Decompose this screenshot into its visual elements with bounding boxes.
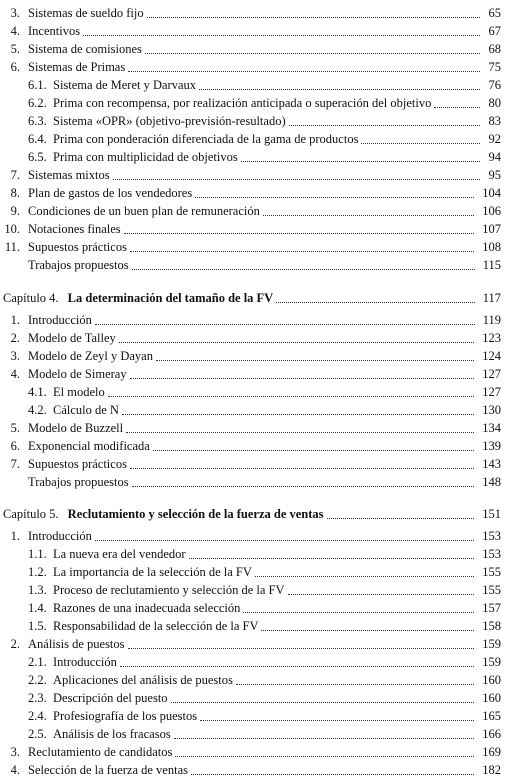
toc-entry-number: 2. (10, 331, 20, 345)
toc-entry-title: Prima con ponderación diferenciada de la gama de productos (53, 132, 359, 146)
dot-leader (145, 53, 481, 54)
toc-entry-title: Sistemas de Primas (28, 60, 126, 74)
toc-entry-number: 5. (10, 42, 20, 56)
toc-entry-title: Prima con recompensa, por realización anticipada o superación del objetivo (53, 96, 432, 110)
toc-entry (0, 582, 501, 599)
toc-entry (0, 185, 501, 202)
dot-leader (189, 558, 475, 559)
toc-entry-title: Modelo de Buzzell (28, 421, 124, 435)
toc-entry-title: Reclutamiento y selección de la fuerza de ventas (67, 507, 324, 521)
dot-leader (243, 612, 474, 613)
dot-leader (95, 540, 474, 541)
dot-leader (195, 197, 474, 198)
toc-entry-title: Cálculo de N (53, 403, 119, 417)
toc-entry (0, 528, 501, 545)
toc-entry-page: 80 (488, 96, 501, 110)
toc-entry-page: 160 (482, 673, 501, 687)
toc-entry (0, 203, 501, 220)
dot-leader (153, 450, 474, 451)
toc-entry-page: 92 (488, 132, 501, 146)
toc-entry (0, 546, 501, 563)
toc-entry-title: Notaciones finales (28, 222, 121, 236)
toc-entry-number: 1.5. (28, 619, 47, 633)
toc-entry (0, 618, 501, 635)
toc-entry-page: 83 (488, 114, 501, 128)
toc-entry-page: 67 (488, 24, 501, 38)
toc-entry-number: 1.3. (28, 583, 47, 597)
toc-entry (0, 474, 501, 491)
dot-leader (130, 468, 474, 469)
toc-entry-number: Capítulo 4. (3, 291, 59, 305)
toc-entry-number: 6.1. (28, 78, 47, 92)
toc-entry-title: Trabajos propuestos (28, 475, 129, 489)
dot-leader (289, 125, 481, 126)
toc-entry-page: 94 (488, 150, 501, 164)
toc-entry-number: 11. (4, 240, 20, 254)
toc-entry-title: Modelo de Simeray (28, 367, 127, 381)
toc-entry-title: Aplicaciones del análisis de puestos (53, 673, 233, 687)
toc-entry-number: 6. (10, 439, 20, 453)
dot-leader (288, 594, 475, 595)
toc-entry-number: 1. (10, 529, 20, 543)
toc-entry-title: Sistemas de sueldo fijo (28, 6, 144, 20)
toc-entry-page: 115 (482, 258, 501, 272)
toc-entry-number: 2. (10, 637, 20, 651)
toc-entry (0, 239, 501, 256)
toc-entry-number: 9. (10, 204, 20, 218)
toc-entry (0, 600, 501, 617)
dot-leader (276, 302, 474, 303)
toc-entry (0, 564, 501, 581)
toc-entry-page: 153 (482, 547, 501, 561)
toc-entry (0, 744, 501, 761)
dot-leader (132, 486, 475, 487)
toc-entry (0, 726, 501, 743)
toc-entry-number: Capítulo 5. (3, 507, 59, 521)
toc-entry-page: 130 (482, 403, 501, 417)
dot-leader (255, 576, 474, 577)
toc-entry-title: Supuestos prácticos (28, 457, 127, 471)
toc-entry-title: La determinación del tamaño de la FV (67, 291, 274, 305)
toc-entry-title: Análisis de los fracasos (53, 727, 171, 741)
toc-entry (0, 420, 501, 437)
toc-entry-page: 148 (482, 475, 501, 489)
toc-entry-title: Sistemas mixtos (28, 168, 110, 182)
toc-entry-page: 127 (482, 385, 501, 399)
toc-entry-page: 143 (482, 457, 501, 471)
toc-entry-page: 158 (482, 619, 501, 633)
toc-entry-page: 127 (482, 367, 501, 381)
dot-leader (263, 215, 474, 216)
toc-entry (0, 149, 501, 166)
toc-entry (0, 59, 501, 76)
toc-entry-title: Modelo de Zeyl y Dayan (28, 349, 153, 363)
toc-entry-number: 2.5. (28, 727, 47, 741)
toc-entry (0, 131, 501, 148)
toc-entry-title: El modelo (53, 385, 105, 399)
toc-entry (0, 456, 501, 473)
toc-entry-page: 123 (482, 331, 501, 345)
toc-entry (0, 95, 501, 112)
dot-leader (120, 666, 474, 667)
toc-entry-title: Plan de gastos de los vendedores (28, 186, 193, 200)
toc-entry-number: 8. (10, 186, 20, 200)
dot-leader (156, 360, 474, 361)
toc-entry-page: 169 (482, 745, 501, 759)
toc-entry-title: Sistema de Meret y Darvaux (53, 78, 197, 92)
toc-entry-number: 3. (10, 349, 20, 363)
toc-entry-page: 65 (488, 6, 501, 20)
toc-chapter-entry (0, 290, 501, 307)
toc-entry-title: Introducción (28, 529, 92, 543)
toc-entry-number: 1.4. (28, 601, 47, 615)
toc-entry-title: Reclutamiento de candidatos (28, 745, 173, 759)
toc-entry-page: 153 (482, 529, 501, 543)
toc-entry-page: 117 (482, 291, 501, 305)
toc-entry (0, 330, 501, 347)
toc-entry (0, 708, 501, 725)
toc-entry (0, 762, 501, 779)
toc-entry-page: 107 (482, 222, 501, 236)
toc-entry-title: La importancia de la selección de la FV (53, 565, 252, 579)
dot-leader (128, 648, 475, 649)
toc-entry (0, 5, 501, 22)
toc-entry-number: 4. (10, 763, 20, 777)
dot-leader (124, 233, 475, 234)
toc-entry-number: 7. (10, 457, 20, 471)
toc-entry-page: 75 (488, 60, 501, 74)
toc-entry-title: Modelo de Talley (28, 331, 116, 345)
toc-entry (0, 348, 501, 365)
toc-entry-number: 4.1. (28, 385, 47, 399)
toc-entry (0, 167, 501, 184)
toc-entry (0, 366, 501, 383)
toc-entry-page: 76 (488, 78, 501, 92)
toc-entry-page: 159 (482, 637, 501, 651)
toc-entry-title: Introducción (53, 655, 117, 669)
toc-entry-page: 68 (488, 42, 501, 56)
toc-entry-number: 1.1. (28, 547, 47, 561)
toc-entry-page: 182 (482, 763, 501, 777)
toc-entry (0, 23, 501, 40)
toc-entry-number: 4. (10, 24, 20, 38)
dot-leader (113, 179, 481, 180)
dot-leader (171, 702, 475, 703)
dot-leader (126, 432, 474, 433)
dot-leader (175, 756, 474, 757)
toc-entry-title: Prima con multiplicidad de objetivos (53, 150, 238, 164)
toc-entry-page: 151 (482, 507, 501, 521)
toc-entry (0, 77, 501, 94)
dot-leader (147, 17, 481, 18)
dot-leader (130, 251, 474, 252)
toc-entry-title: Análisis de puestos (28, 637, 125, 651)
toc-entry-title: Condiciones de un buen plan de remuneración (28, 204, 260, 218)
toc-entry-page: 119 (482, 313, 501, 327)
dot-leader (200, 720, 474, 721)
toc-entry (0, 221, 501, 238)
toc-entry-title: Sistema «OPR» (objetivo-previsión-resultado) (53, 114, 286, 128)
toc-entry-number: 6.2. (28, 96, 47, 110)
dot-leader (122, 414, 474, 415)
toc-entry-page: 157 (482, 601, 501, 615)
toc-entry-page: 139 (482, 439, 501, 453)
toc-entry (0, 312, 501, 329)
dot-leader (327, 518, 475, 519)
toc-chapter-entry (0, 506, 501, 523)
toc-entry-number: 1.2. (28, 565, 47, 579)
toc-entry-page: 106 (482, 204, 501, 218)
toc-entry-number: 2.3. (28, 691, 47, 705)
dot-leader (95, 324, 475, 325)
toc-entry-number: 2.2. (28, 673, 47, 687)
toc-entry-number: 6. (10, 60, 20, 74)
toc-entry-title: Supuestos prácticos (28, 240, 127, 254)
dot-leader (199, 89, 480, 90)
toc-entry-title: Responsabilidad de la selección de la FV (53, 619, 259, 633)
toc-entry-number: 2.4. (28, 709, 47, 723)
dot-leader (119, 342, 474, 343)
dot-leader (83, 35, 480, 36)
toc-entry-title: La nueva era del vendedor (53, 547, 186, 561)
dot-leader (130, 378, 475, 379)
toc-entry-title: Profesiografía de los puestos (53, 709, 198, 723)
toc-entry-title: Proceso de reclutamiento y selección de la FV (53, 583, 285, 597)
toc-entry-title: Trabajos propuestos (28, 258, 129, 272)
toc-entry-page: 104 (482, 186, 501, 200)
toc-entry-page: 166 (482, 727, 501, 741)
dot-leader (261, 630, 474, 631)
toc-entry-page: 165 (482, 709, 501, 723)
toc-entry-number: 2.1. (28, 655, 47, 669)
toc-entry (0, 438, 501, 455)
toc-entry (0, 113, 501, 130)
toc-entry-number: 5. (10, 421, 20, 435)
toc-entry-page: 159 (482, 655, 501, 669)
toc-entry-page: 95 (488, 168, 501, 182)
toc-entry-number: 6.3. (28, 114, 47, 128)
dot-leader (132, 269, 475, 270)
toc-entry-number: 6.4. (28, 132, 47, 146)
toc-entry-page: 108 (482, 240, 501, 254)
dot-leader (174, 738, 475, 739)
dot-leader (108, 396, 475, 397)
toc-entry (0, 41, 501, 58)
toc-entry-page: 134 (482, 421, 501, 435)
toc-entry (0, 672, 501, 689)
toc-entry (0, 636, 501, 653)
toc-entry (0, 654, 501, 671)
toc-entry-page: 124 (482, 349, 501, 363)
toc-entry-title: Selección de la fuerza de ventas (28, 763, 188, 777)
toc-entry-title: Exponencial modificada (28, 439, 150, 453)
toc-entry-number: 4.2. (28, 403, 47, 417)
dot-leader (241, 161, 481, 162)
toc-entry-number: 6.5. (28, 150, 47, 164)
dot-leader (191, 774, 474, 775)
toc-entry-number: 3. (10, 6, 20, 20)
toc-entry-page: 160 (482, 691, 501, 705)
toc-entry (0, 384, 501, 401)
toc-entry (0, 690, 501, 707)
toc-entry (0, 257, 501, 274)
toc-entry-title: Descripción del puesto (53, 691, 168, 705)
toc-entry-number: 4. (10, 367, 20, 381)
toc-entry-number: 1. (10, 313, 20, 327)
toc-entry-number: 7. (10, 168, 20, 182)
dot-leader (128, 71, 480, 72)
dot-leader (236, 684, 474, 685)
toc-entry-title: Introducción (28, 313, 92, 327)
toc-entry-title: Sistema de comisiones (28, 42, 142, 56)
toc-entry (0, 402, 501, 419)
toc-entry-number: 3. (10, 745, 20, 759)
toc-entry-page: 155 (482, 565, 501, 579)
toc-entry-page: 155 (482, 583, 501, 597)
toc-entry-number: 10. (4, 222, 20, 236)
dot-leader (361, 143, 480, 144)
toc-entry-title: Incentivos (28, 24, 81, 38)
toc-entry-title: Razones de una inadecuada selección (53, 601, 241, 615)
